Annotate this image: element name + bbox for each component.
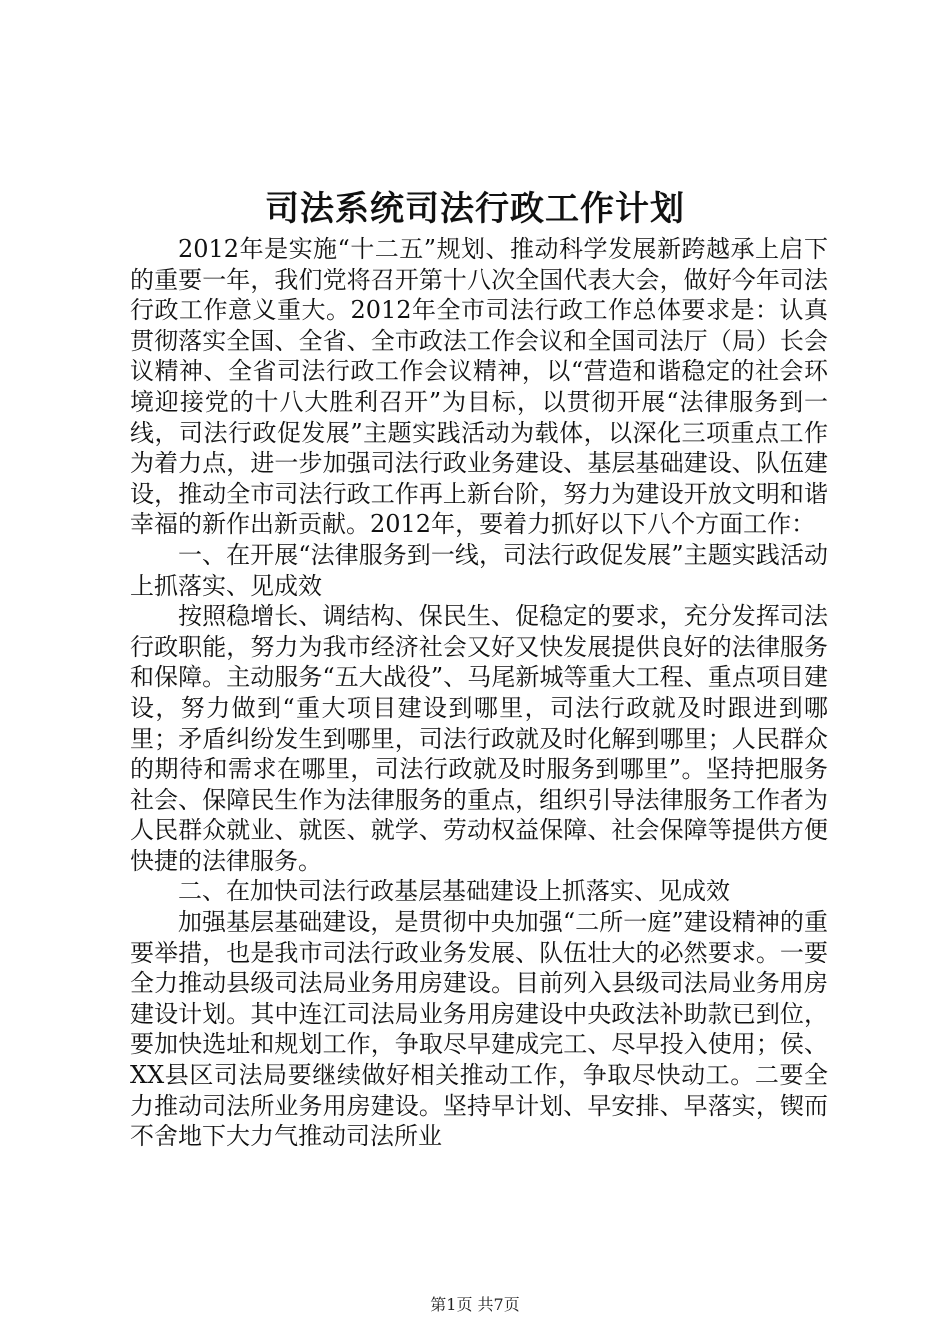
paragraph-section-2: 加强基层基础建设，是贯彻中央加强“二所一庭”建设精神的重要举措，也是我市司法行政业务发展、队伍壮大的必然要求。一要全力推动县级司法局业务用房建设。目前列入县级司法局业务用房建设计划。其中连江司法局业务用房建设中央政法补助款已到位，要加快选址和规划工作，争取尽早建成完工、尽早投入使用；侯、XX县区司法局要继续做好相关推动工作，争取尽快动工。二要全力推动司法所业务用房建设。坚持早计划、早安排、早落实，锲而不舍地下大力气推动司法所业 — [130, 908, 828, 1151]
paragraph-section-1: 按照稳增长、调结构、保民生、促稳定的要求，充分发挥司法行政职能，努力为我市经济社会又好又快发展提供良好的法律服务和保障。主动服务“五大战役”、马尾新城等重大工程、重点项目建设，努力做到“重大项目建设到哪里，司法行政就及时跟进到哪里；矛盾纠纷发生到哪里，司法行政就及时化解到哪里；人民群众的期待和需求在哪里，司法行政就及时服务到哪里”。坚持把服务社会、保障民生作为法律服务的重点，组织引导法律服务工作者为人民群众就业、就医、就学、劳动权益保障、社会保障等提供方便快捷的法律服务。 — [130, 602, 828, 875]
document-body — [130, 234, 828, 1152]
page-footer: 第1页 共7页 — [430, 1295, 520, 1314]
document-title: 司法系统司法行政工作计划 — [265, 189, 685, 229]
section-heading-1: 一、在开展“法律服务到一线，司法行政促发展”主题实践活动上抓落实、见成效 — [130, 540, 828, 600]
paragraph-intro: 2012年是实施“十二五”规划、推动科学发展新跨越承上启下的重要一年，我们党将召开第十八次全国代表大会，做好今年司法行政工作意义重大。2012年全市司法行政工作总体要求是：认真贯彻落实全国、全省、全市政法工作会议和全国司法厅（局）长会议精神、全省司法行政工作会议精神，以“营造和谐稳定的社会环境迎接党的十八大胜利召开”为目标，以贯彻开展“法律服务到一线，司法行政促发展”主题实践活动为载体，以深化三项重点工作为着力点，进一步加强司法行政业务建设、基层基础建设、队伍建设，推动全市司法行政工作再上新台阶，努力为建设开放文明和谐幸福的新作出新贡献。2012年，要着力抓好以下八个方面工作： — [130, 235, 828, 539]
section-heading-2: 二、在加快司法行政基层基础建设上抓落实、见成效 — [178, 877, 730, 906]
